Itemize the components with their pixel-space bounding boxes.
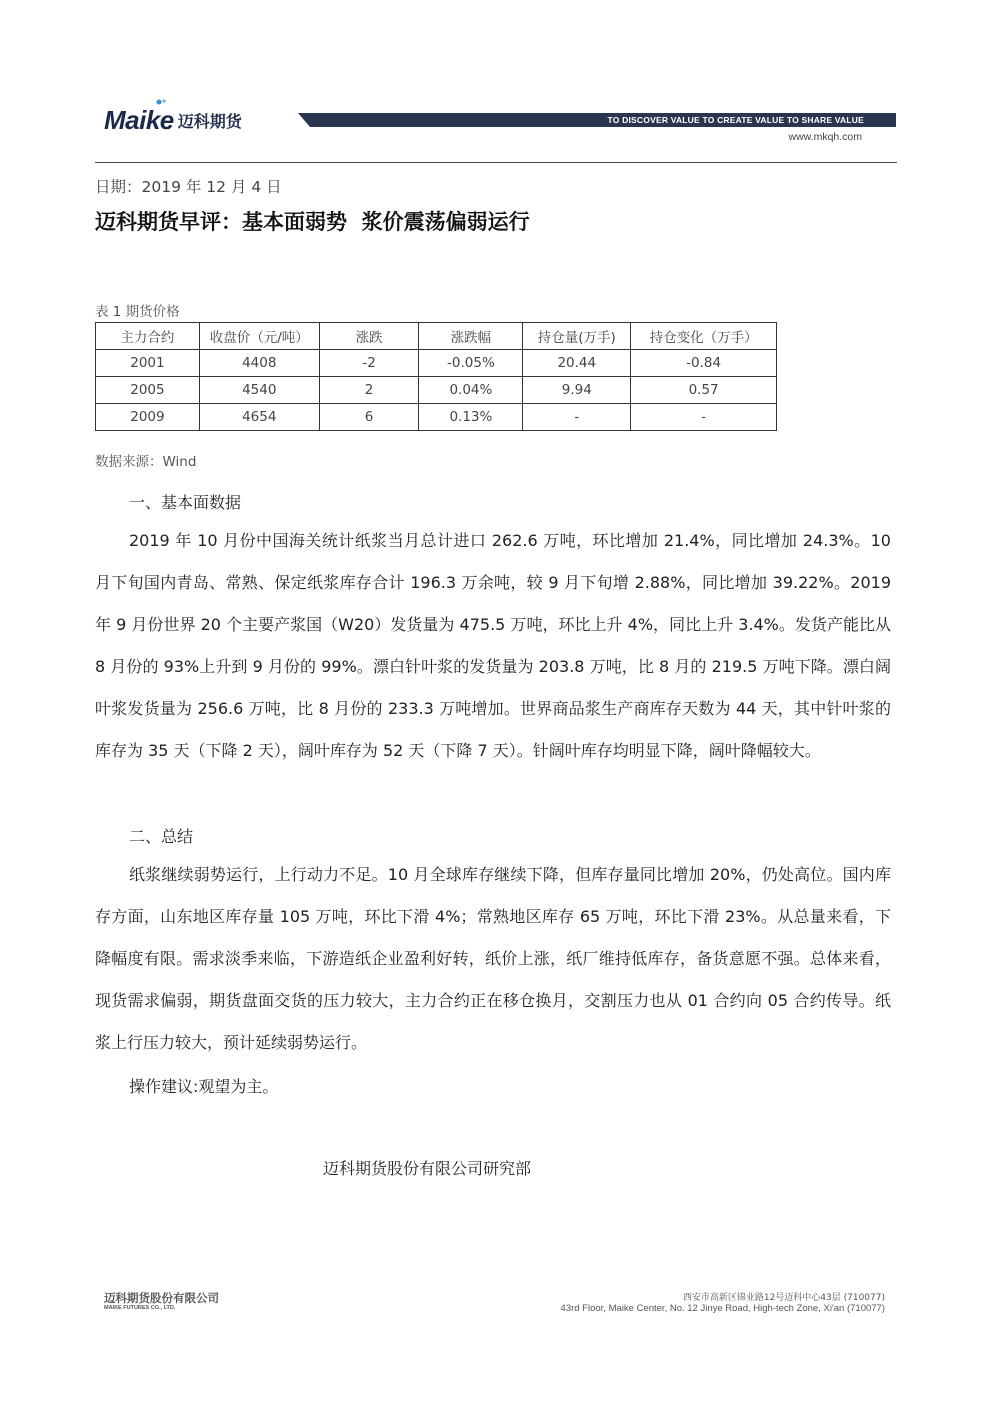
table-row (96, 377, 777, 404)
logo-wordmark (104, 106, 174, 134)
table-cell: 0.04% (419, 377, 523, 404)
data-source: 数据来源：Wind (95, 454, 197, 470)
table-header-cell: 涨跌幅 (419, 323, 523, 350)
table-cell: -0.05% (419, 350, 523, 377)
report-title: 迈科期货早评：基本面弱势 浆价震荡偏弱运行 (95, 210, 530, 234)
section-heading-fundamentals: 一、基本面数据 (129, 493, 242, 512)
table-cell: 2009 (96, 404, 200, 431)
table-cell: - (523, 404, 631, 431)
section-heading-summary: 二、总结 (129, 827, 194, 846)
table-header-cell: 主力合约 (96, 323, 200, 350)
table-cell: 4540 (199, 377, 319, 404)
logo-latin-text: Maike (104, 105, 174, 135)
table-cell: 20.44 (523, 350, 631, 377)
footer-company (104, 1291, 219, 1311)
table-cell: 4408 (199, 350, 319, 377)
header-website: www.mkqh.com (788, 131, 862, 143)
table-cell: -0.84 (631, 350, 777, 377)
fundamentals-paragraph: 2019 年 10 月份中国海关统计纸浆当月总计进口 262.6 万吨，环比增加 21.4%，同比增加 24.3%。10 月下旬国内青岛、常熟、保定纸浆库存合计 196.3 万余吨，较 9 月下旬增 2.88%，同比增加 39.22%。2019 年 9 月份世界 20 个主要产浆国（W20）发货量为 475.5 万吨，环比上升 4%，同比上升 3.4%。发货产能比从 8 月份的 93%上升到 9 月份的 99%。漂白针叶浆的发货量为 203.8 万吨，比 8 月的 219.5 万吨下降。漂白阔叶浆发货量为 256.6 万吨，比 8 月份的 233.3 万吨增加。世界商品浆生产商库存天数为 44 天，其中针叶浆的库存为 35 天（下降 2 天），阔叶库存为 52 天（下降 7 天）。针阔叶库存均明显下降，阔叶降幅较大。 (95, 531, 891, 760)
company-logo (104, 102, 242, 134)
table-cell: 2 (319, 377, 419, 404)
summary-paragraph: 纸浆继续弱势运行，上行动力不足。10 月全球库存继续下降，但库存量同比增加 20%，仍处高位。国内库存方面，山东地区库存量 105 万吨，环比下滑 4%；常熟地区库存 65 万吨，环比下滑 23%。从总量来看，下降幅度有限。需求淡季来临，下游造纸企业盈利好转，纸价上涨，纸厂维持低库存，备货意愿不强。总体来看，现货需求偏弱，期货盘面交货的压力较大，主力合约正在移仓换月，交割压力也从 01 合约向 05 合约传导。纸浆上行压力较大，预计延续弱势运行。 (95, 865, 891, 1052)
table-cell: 0.57 (631, 377, 777, 404)
table-header-cell: 收盘价（元/吨） (199, 323, 319, 350)
table-header-cell: 持仓量(万手) (523, 323, 631, 350)
footer-address-cn: 西安市高新区锦业路12号迈科中心43层 (710077) (682, 1293, 885, 1303)
table-cell: 4654 (199, 404, 319, 431)
report-date: 日期：2019 年 12 月 4 日 (95, 178, 282, 196)
table-cell: 2005 (96, 377, 200, 404)
header-slogan: TO DISCOVER VALUE TO CREATE VALUE TO SHARE VALUE (607, 115, 864, 125)
table-header-cell: 持仓变化（万手） (631, 323, 777, 350)
table-row (96, 350, 777, 377)
table-row (96, 404, 777, 431)
header-divider (95, 162, 897, 163)
table-header-cell: 涨跌 (319, 323, 419, 350)
trading-advice: 操作建议:观望为主。 (129, 1077, 279, 1096)
footer-company-en: MAIKE FUTURES CO., LTD. (104, 1305, 176, 1311)
table-cell: 6 (319, 404, 419, 431)
table-cell: 2001 (96, 350, 200, 377)
table-cell: 9.94 (523, 377, 631, 404)
logo-chinese-text: 迈科期货 (177, 112, 242, 131)
table-cell: 0.13% (419, 404, 523, 431)
footer-company-cn: 迈科期货股份有限公司 (104, 1291, 219, 1305)
table-header-row (96, 323, 777, 350)
futures-price-table (95, 322, 777, 431)
footer-address-en: 43rd Floor, Maike Center, No. 12 Jinye Road, High-tech Zone, Xi'an (710077) (560, 1303, 885, 1314)
table-cell: -2 (319, 350, 419, 377)
logo-accent-icon (156, 99, 166, 105)
table-cell: - (631, 404, 777, 431)
table-caption: 表 1 期货价格 (95, 304, 180, 320)
signature: 迈科期货股份有限公司研究部 (323, 1159, 532, 1178)
